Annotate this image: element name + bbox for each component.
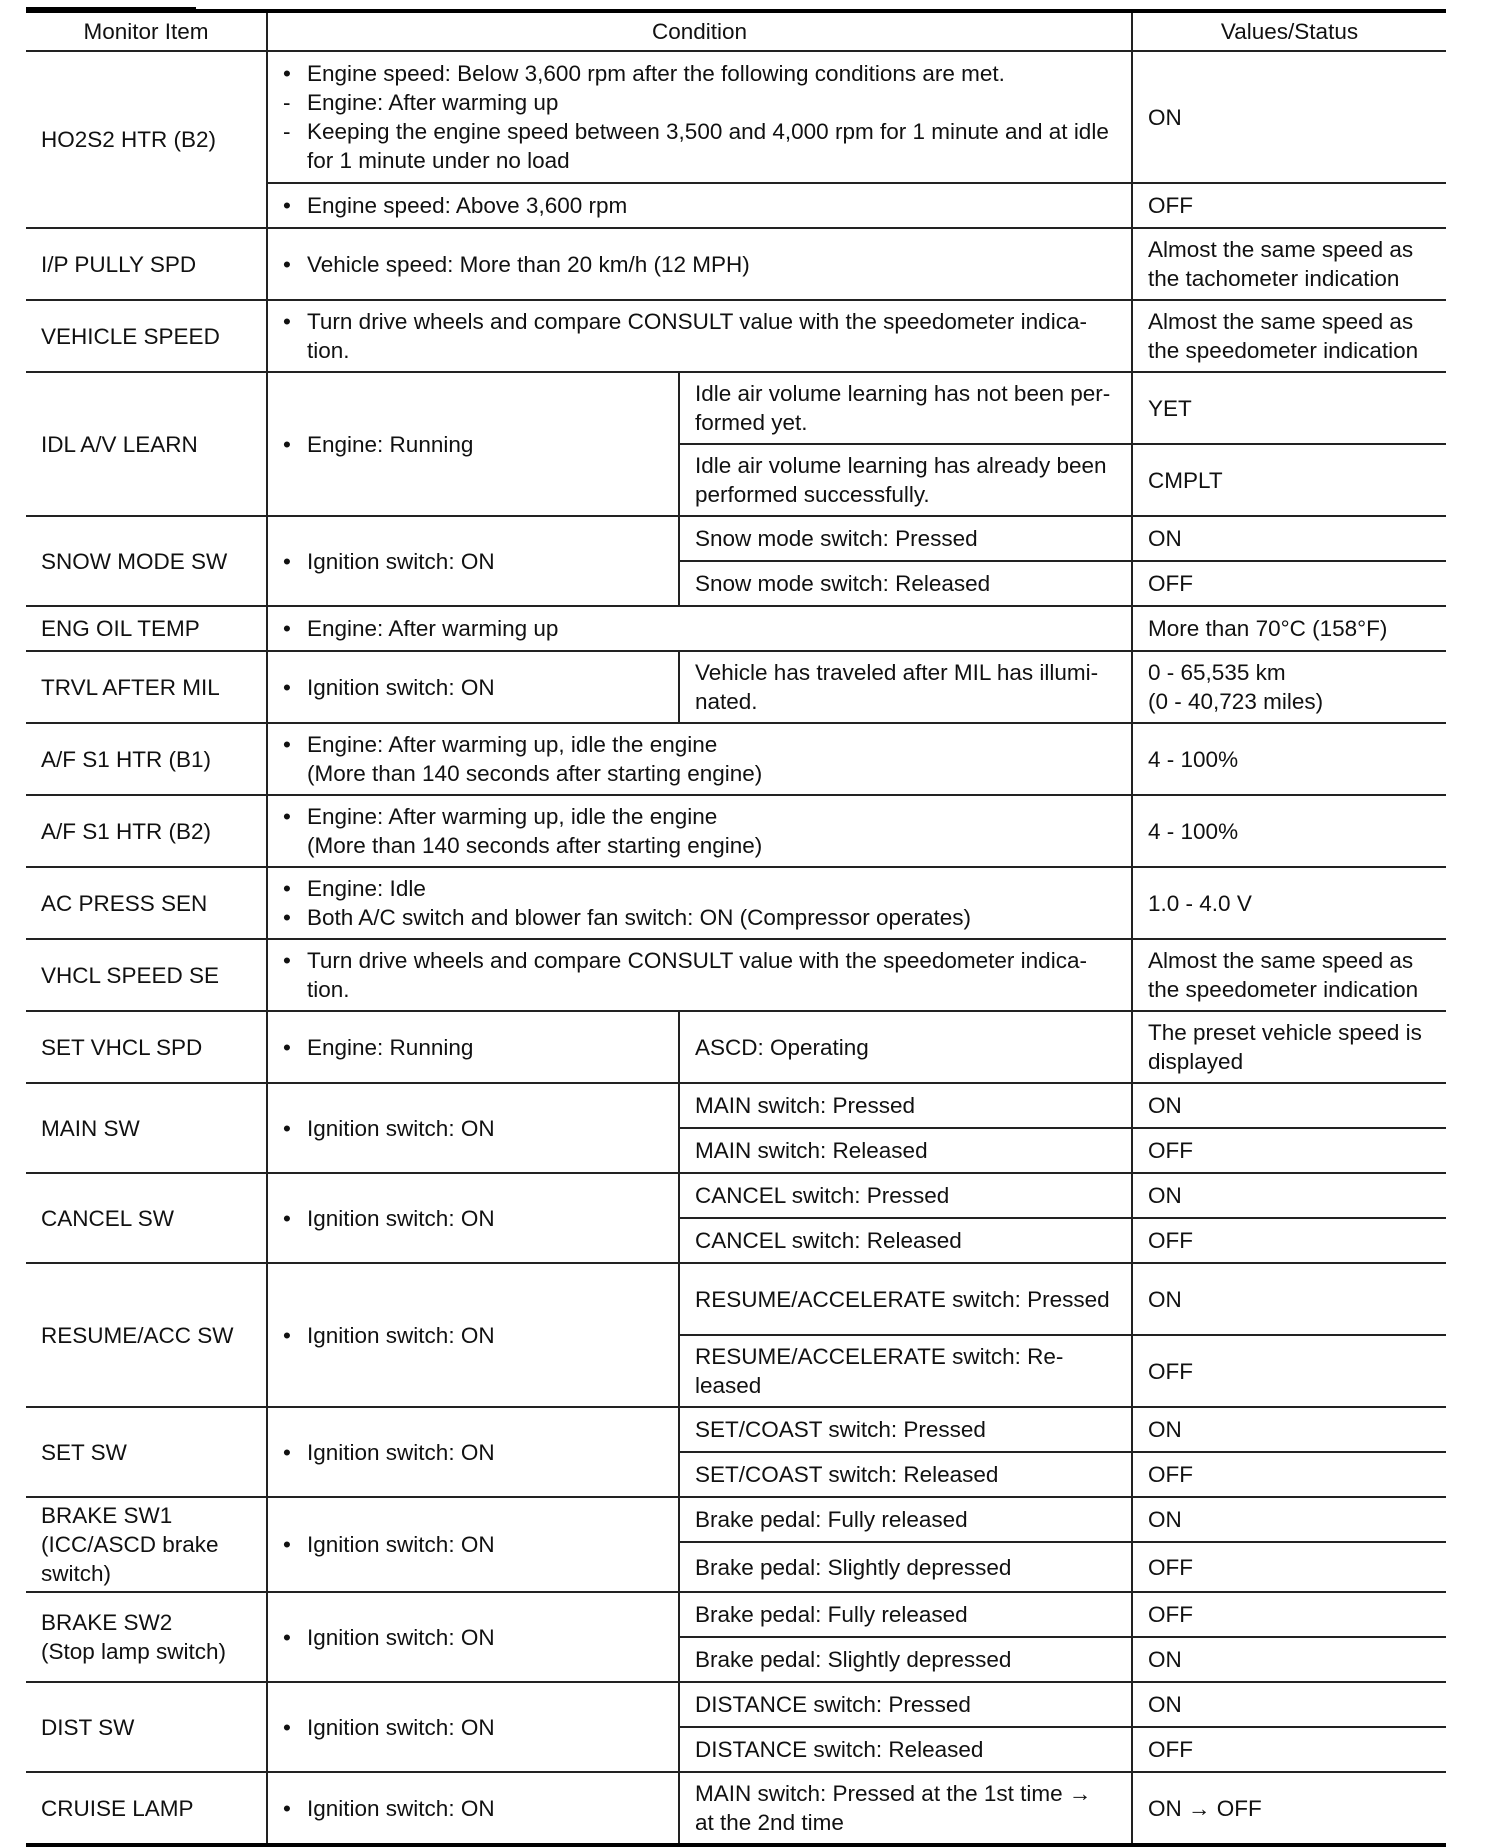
table-row <box>26 1772 1446 1845</box>
value-cell: OFF <box>1132 1452 1446 1497</box>
value-cell: ON <box>1132 1173 1446 1218</box>
table-row <box>26 372 1446 444</box>
table-row <box>26 516 1446 561</box>
value-cell: YET <box>1132 372 1446 444</box>
value-cell: 4 - 100% <box>1132 795 1446 867</box>
condition-cell: • Ignition switch: ON <box>267 1682 679 1772</box>
table-row <box>26 723 1446 795</box>
monitor-item-cell: CRUISE LAMP <box>26 1772 267 1845</box>
monitor-item-cell: AC PRESS SEN <box>26 867 267 939</box>
monitor-item-table <box>26 9 1446 1847</box>
value-cell: OFF <box>1132 1542 1446 1592</box>
sub-condition-cell: DISTANCE switch: Released <box>679 1727 1132 1772</box>
sub-condition-cell: CANCEL switch: Released <box>679 1218 1132 1263</box>
value-cell: OFF <box>1132 561 1446 606</box>
condition-cell: • Ignition switch: ON <box>267 1497 679 1592</box>
value-cell: ON <box>1132 1407 1446 1452</box>
condition-cell: • Engine: Running <box>267 1011 679 1083</box>
value-cell: CMPLT <box>1132 444 1446 516</box>
sub-condition-cell: Brake pedal: Fully released <box>679 1497 1132 1542</box>
table-row <box>26 1682 1446 1727</box>
value-cell: 0 - 65,535 km (0 - 40,723 miles) <box>1132 651 1446 723</box>
monitor-item-cell: MAIN SW <box>26 1083 267 1173</box>
condition-cell: • Engine: After warming up, idle the engine (More than 140 seconds after starting engine) <box>267 795 1132 867</box>
sub-condition-cell: RESUME/ACCELERATE switch: Pressed <box>679 1263 1132 1335</box>
table-row <box>26 651 1446 723</box>
monitor-item-cell: A/F S1 HTR (B1) <box>26 723 267 795</box>
value-cell: OFF <box>1132 1727 1446 1772</box>
monitor-item-cell: BRAKE SW1 (ICC/ASCD brake switch) <box>26 1497 267 1592</box>
monitor-item-cell: CANCEL SW <box>26 1173 267 1263</box>
table-row <box>26 228 1446 300</box>
monitor-item-cell: SET SW <box>26 1407 267 1497</box>
sub-condition-cell: Brake pedal: Slightly depressed <box>679 1542 1132 1592</box>
sub-condition-cell: ASCD: Operating <box>679 1011 1132 1083</box>
table-row <box>26 1407 1446 1452</box>
condition-cell: • Ignition switch: ON <box>267 1407 679 1497</box>
value-cell: OFF <box>1132 1128 1446 1173</box>
monitor-item-cell: A/F S1 HTR (B2) <box>26 795 267 867</box>
condition-cell: • Ignition switch: ON <box>267 1263 679 1407</box>
sub-condition-cell: Vehicle has traveled after MIL has illumi-nated. <box>679 651 1132 723</box>
sub-condition-cell: MAIN switch: Released <box>679 1128 1132 1173</box>
condition-cell: • Ignition switch: ON <box>267 1592 679 1682</box>
sub-condition-cell: MAIN switch: Pressed at the 1st time → at the 2nd time <box>679 1772 1132 1845</box>
monitor-item-cell: VHCL SPEED SE <box>26 939 267 1011</box>
condition-cell: • Ignition switch: ON <box>267 1772 679 1845</box>
value-cell: ON <box>1132 1637 1446 1682</box>
condition-cell: • Engine: After warming up, idle the engine (More than 140 seconds after starting engine) <box>267 723 1132 795</box>
sub-condition-cell: Idle air volume learning has already been performed successfully. <box>679 444 1132 516</box>
value-cell: Almost the same speed as the tachometer indication <box>1132 228 1446 300</box>
condition-cell: • Ignition switch: ON <box>267 516 679 606</box>
value-cell: 4 - 100% <box>1132 723 1446 795</box>
table-row <box>26 51 1446 183</box>
table-header-row <box>26 11 1446 51</box>
table-row <box>26 939 1446 1011</box>
header-condition: Condition <box>267 11 1132 51</box>
monitor-item-cell: RESUME/ACC SW <box>26 1263 267 1407</box>
table-row <box>26 1497 1446 1542</box>
table-row <box>26 300 1446 372</box>
sub-condition-cell: RESUME/ACCELERATE switch: Re-leased <box>679 1335 1132 1407</box>
condition-bullet: • Engine speed: Below 3,600 rpm after the following conditions are met. <box>283 61 1005 86</box>
monitor-item-cell: TRVL AFTER MIL <box>26 651 267 723</box>
monitor-item-cell: ENG OIL TEMP <box>26 606 267 651</box>
table-row <box>26 1083 1446 1128</box>
header-monitor-item: Monitor Item <box>26 11 267 51</box>
sub-condition-cell: MAIN switch: Pressed <box>679 1083 1132 1128</box>
condition-cell: • Engine: Running <box>267 372 679 516</box>
monitor-item-cell: I/P PULLY SPD <box>26 228 267 300</box>
monitor-item-cell: HO2S2 HTR (B2) <box>26 51 267 228</box>
sub-condition-cell: CANCEL switch: Pressed <box>679 1173 1132 1218</box>
value-cell: OFF <box>1132 183 1446 228</box>
condition-cell: • Vehicle speed: More than 20 km/h (12 MPH) <box>267 228 1132 300</box>
table-row <box>26 606 1446 651</box>
sub-condition-cell: Brake pedal: Fully released <box>679 1592 1132 1637</box>
value-cell: OFF <box>1132 1335 1446 1407</box>
value-cell: ON <box>1132 1263 1446 1335</box>
condition-cell: • Engine: Idle • Both A/C switch and blower fan switch: ON (Compressor operates) <box>267 867 1132 939</box>
condition-cell <box>267 51 1132 183</box>
table-row <box>26 795 1446 867</box>
condition-cell: • Turn drive wheels and compare CONSULT value with the speedometer indica-tion. <box>267 300 1132 372</box>
condition-cell: • Ignition switch: ON <box>267 1173 679 1263</box>
sub-condition-cell: Idle air volume learning has not been per-formed yet. <box>679 372 1132 444</box>
monitor-item-cell: VEHICLE SPEED <box>26 300 267 372</box>
condition-cell: • Engine speed: Above 3,600 rpm <box>267 183 1132 228</box>
table-row <box>26 1011 1446 1083</box>
condition-cell: • Ignition switch: ON <box>267 1083 679 1173</box>
value-cell: 1.0 - 4.0 V <box>1132 867 1446 939</box>
monitor-item-cell: BRAKE SW2 (Stop lamp switch) <box>26 1592 267 1682</box>
monitor-item-cell: IDL A/V LEARN <box>26 372 267 516</box>
monitor-item-cell: SET VHCL SPD <box>26 1011 267 1083</box>
table-row <box>26 867 1446 939</box>
value-cell: More than 70°C (158°F) <box>1132 606 1446 651</box>
sub-condition-cell: Snow mode switch: Pressed <box>679 516 1132 561</box>
condition-cell: • Ignition switch: ON <box>267 651 679 723</box>
sub-condition-cell: SET/COAST switch: Released <box>679 1452 1132 1497</box>
sub-condition-cell: DISTANCE switch: Pressed <box>679 1682 1132 1727</box>
value-cell: OFF <box>1132 1218 1446 1263</box>
sub-condition-cell: Brake pedal: Slightly depressed <box>679 1637 1132 1682</box>
condition-dash: - Keeping the engine speed between 3,500 and 4,000 rpm for 1 minute and at idle for 1 minute under no load <box>283 119 1109 173</box>
condition-cell: • Engine: After warming up <box>267 606 1132 651</box>
sub-condition-cell: SET/COAST switch: Pressed <box>679 1407 1132 1452</box>
value-cell: OFF <box>1132 1592 1446 1637</box>
value-cell: ON → OFF <box>1132 1772 1446 1845</box>
monitor-item-cell: SNOW MODE SW <box>26 516 267 606</box>
value-cell: ON <box>1132 516 1446 561</box>
header-values-status: Values/Status <box>1132 11 1446 51</box>
condition-cell: • Turn drive wheels and compare CONSULT value with the speedometer indica-tion. <box>267 939 1132 1011</box>
value-cell: ON <box>1132 1497 1446 1542</box>
value-cell: Almost the same speed as the speedometer indication <box>1132 300 1446 372</box>
value-cell: Almost the same speed as the speedometer indication <box>1132 939 1446 1011</box>
value-cell: The preset vehicle speed is displayed <box>1132 1011 1446 1083</box>
value-cell: ON <box>1132 51 1446 183</box>
table-row <box>26 1592 1446 1637</box>
table-row <box>26 1263 1446 1335</box>
value-cell: ON <box>1132 1083 1446 1128</box>
table-row <box>26 1173 1446 1218</box>
monitor-item-cell: DIST SW <box>26 1682 267 1772</box>
condition-dash: - Engine: After warming up <box>283 90 559 115</box>
value-cell: ON <box>1132 1682 1446 1727</box>
sub-condition-cell: Snow mode switch: Released <box>679 561 1132 606</box>
